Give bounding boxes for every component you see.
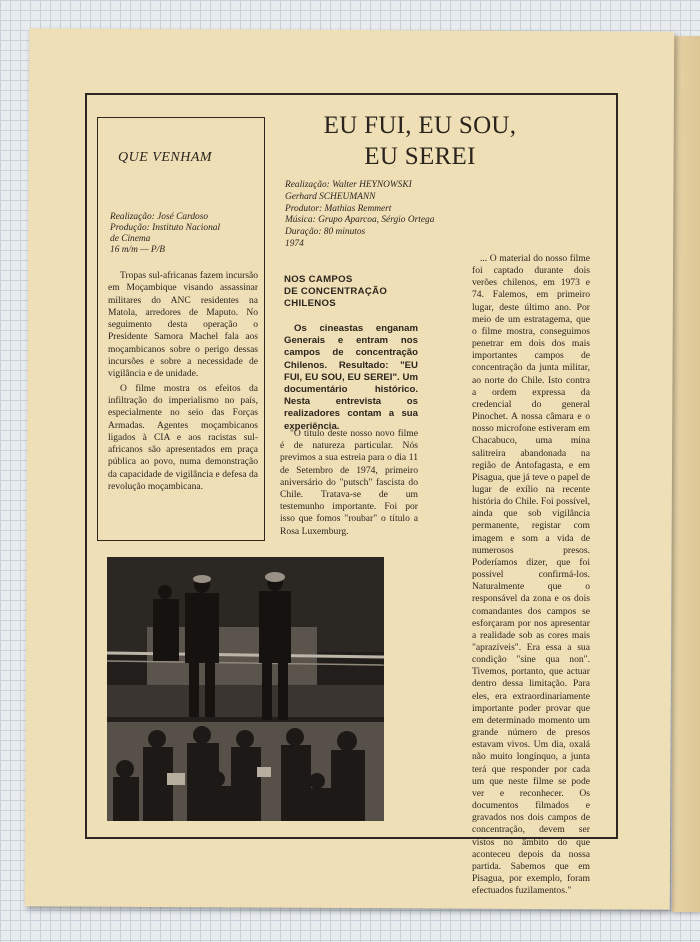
paragraph: Tropas sul-africanas fazem incursão em Moçambique visando assassinar militares do ANC residentes na Matola, arredores de Maputo. No seguimento desta operação o Presidente Samora Machel fala aos moçambicanos sobre o perigo dessas incursões e sobre a necessidade de vigilância e de unidade. <box>108 271 258 380</box>
credit-line: Música: Grupo Aparcoa, Sérgio Ortega <box>285 215 435 226</box>
main-article-credits <box>285 180 485 251</box>
credit-line: 16 m/m — P/B <box>110 245 165 255</box>
right-column-text: ... O material do nosso filme foi captado durante dois verões chilenos, em 1973 e 74. Falemos, em primeiro lugar, deste último ano. Por meio de um estratagema, que o filme mostra, conseguimos penetrar em dois dos mais importantes campos de concentração da junta militar, ao norte do Chile. Isto contra a ordem expressa da credencial do general Pinochet. A nossa câmara e o nosso microfone estiveram em Chacabuco, uma mina salitreira abandonada na região de Antofagasta, e em Pisagua, que já teve o papel de lugar de exílio na recente história do Chile. Foi possível, ainda que sob vigilância permanente, registar com imagem e som a vida de numerosos presos. Poderíamos dizer, que foi possível confirmá-los. Naturalmente que o responsável da zona e os dois comandantes dos campos se esforçaram por nos apresentar a realidade sob as cores mais "aprazíveis". Era essa a sua condição "sine qua non". Tivemos, portanto, que actuar dentro dessa limitação. Para eles, era extraordinariamente importante poder provar que em determinado momento um grande número de presos estavam vivos. Um dia, oxalá não muito longínquo, a junta terá que responder por cada um que neste filme se pode ver e reconhecer. Os documentos filmados e gravados nos dois campos de concentração, devem ser vistos no âmbito do que aconteceu depois da nossa partida. Sabemos que em Pisagua, por exemplo, foram efectuados fuzilamentos." <box>472 253 591 897</box>
heading-line: CHILENOS <box>284 298 336 309</box>
title-line: EU SEREI <box>364 143 476 170</box>
left-article-credits <box>110 212 260 256</box>
credit-line: Duração: 80 minutos <box>285 227 366 238</box>
section-heading <box>284 274 414 310</box>
credit-line: Produção: Instituto Nacional <box>110 223 221 233</box>
page-edge <box>672 36 700 912</box>
intro-paragraph: Os cineastas enganam Generais e entram nos campos de concentração Chilenos. Resultado: "EU FUI, EU SOU, EU SEREI". Um documentário histórico. Nesta entrevista os realizadores contam a sua experiência. <box>284 323 418 432</box>
credit-line: Realização: Walter HEYNOWSKI <box>285 180 412 190</box>
credit-line: 1974 <box>285 238 304 249</box>
credit-line: de Cinema <box>110 234 151 244</box>
left-article-body <box>108 270 258 493</box>
photo-image <box>107 557 384 821</box>
credit-line: Gerhard SCHEUMANN <box>285 191 376 202</box>
paragraph: O filme mostra os efeitos da infiltração do imperialismo no país, especialmente no seio das Forças Armadas. Agentes moçambicanos ligados à CIA e aos racistas sul-africanos são apresentados em praça pública ao povo, numa demonstração da capacidade de vigilância e defesa da revolução moçambicana. <box>108 383 258 493</box>
heading-line: NOS CAMPOS <box>284 274 353 285</box>
heading-line: DE CONCENTRAÇÃO <box>284 286 388 297</box>
title-line: EU FUI, EU SOU, <box>323 112 517 139</box>
film-still-photo <box>107 557 384 821</box>
quote-paragraph: "O título deste nosso novo filme é de natureza particular. Nós previmos a sua estreia para o dia 11 de Setembro de 1974, primeiro aniversário do "putsch" fascista do Chile. Tratava-se de um testemunho importante. Foi por isso que fomos "roubar" o título a Rosa Luxemburg. <box>280 428 418 537</box>
main-article-title <box>300 110 540 172</box>
credit-line: Realização: José Cardoso <box>110 212 209 222</box>
credit-line: Produtor: Mathias Remmert <box>285 203 392 214</box>
left-article-title: QUE VENHAM <box>118 150 213 165</box>
